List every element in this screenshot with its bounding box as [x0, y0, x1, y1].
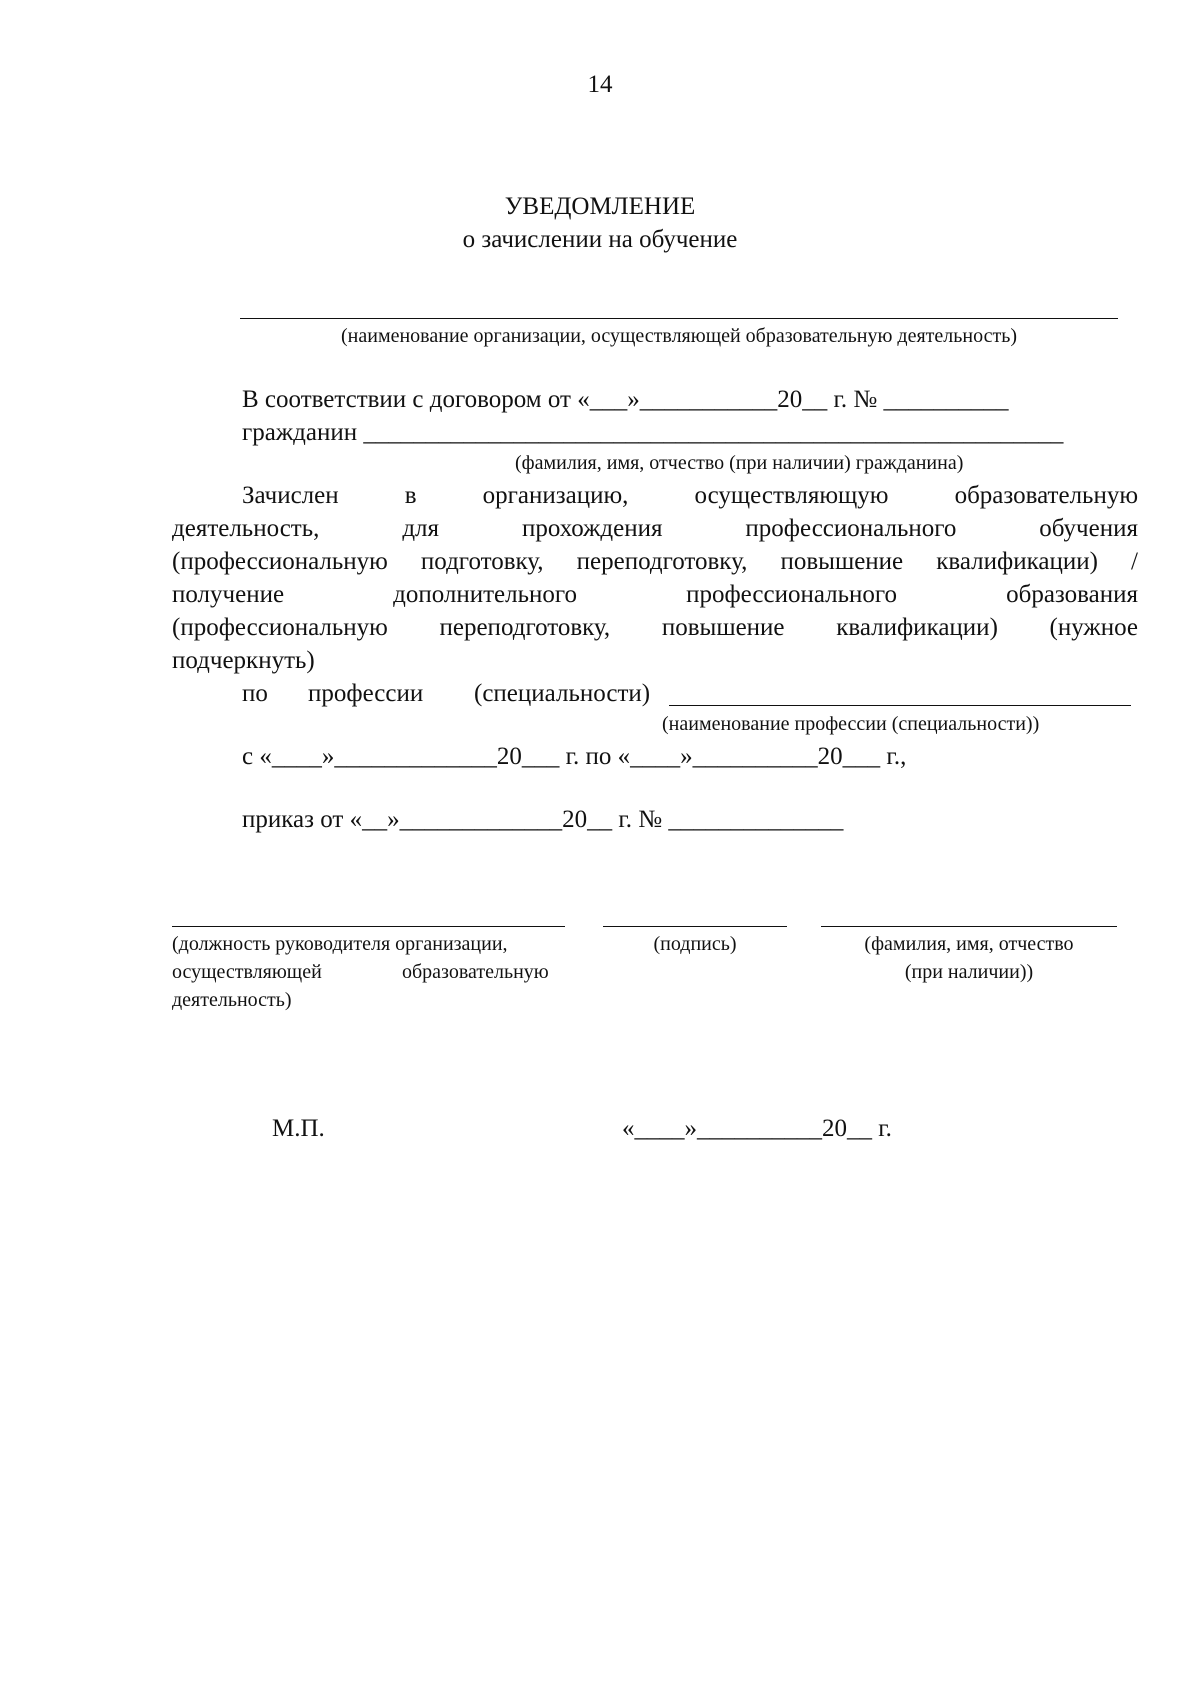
signature-field-line: [603, 926, 787, 927]
full-name-caption-line-1: (фамилия, имя, отчество: [864, 933, 1074, 955]
contract-line: В соответствии с договором от «___»___________20__ г. № __________: [242, 386, 1009, 413]
stamp-label: М.П.: [272, 1115, 325, 1142]
date-line: «____»__________20__ г.: [622, 1115, 892, 1142]
full-name-caption-line-2: (при наличии)): [904, 961, 1034, 983]
position-caption-word-2: образовательную: [402, 961, 549, 983]
citizen-name-caption: (фамилия, имя, отчество (при наличии) гражданина): [515, 452, 964, 474]
signature-caption: (подпись): [653, 933, 737, 955]
profession-label-specialty: (специальности): [474, 680, 651, 707]
document-subtitle: о зачислении на обучение: [462, 226, 738, 253]
enrolled-line-1: Зачислен в организацию, осуществляющую образовательную: [242, 482, 1138, 509]
page-number: 14: [587, 71, 613, 98]
position-caption-line-1: (должность руководителя организации,: [172, 933, 508, 955]
citizen-line: гражданин ________________________________________________________: [242, 419, 1064, 446]
position-caption-line-3: деятельность): [172, 989, 292, 1011]
position-field-line: [172, 926, 565, 927]
profession-label-po: по: [242, 680, 268, 707]
full-name-field-line: [821, 926, 1117, 927]
document-title: УВЕДОМЛЕНИЕ: [504, 193, 696, 220]
position-caption-word-1: осуществляющей: [172, 961, 322, 983]
enrolled-line-3: (профессиональную подготовку, переподготовку, повышение квалификации) /: [172, 548, 1138, 575]
profession-field-line: [669, 705, 1131, 706]
profession-label-profession: профессии: [308, 680, 424, 707]
org-name-caption: (наименование организации, осуществляющей образовательную деятельность): [341, 325, 1017, 347]
order-line: приказ от «__»_____________20__ г. № ______________: [242, 806, 844, 833]
enrolled-line-5: (профессиональную переподготовку, повышение квалификации) (нужное: [172, 614, 1138, 641]
org-name-field-line: [240, 318, 1118, 319]
profession-caption: (наименование профессии (специальности)): [662, 713, 1040, 735]
enrolled-line-4: получение дополнительного профессионального образования: [172, 581, 1138, 608]
period-line: с «____»_____________20___ г. по «____»__________20___ г.,: [242, 743, 907, 770]
enrolled-line-6: подчеркнуть): [172, 647, 315, 674]
enrolled-line-2: деятельность, для прохождения профессионального обучения: [172, 515, 1138, 542]
